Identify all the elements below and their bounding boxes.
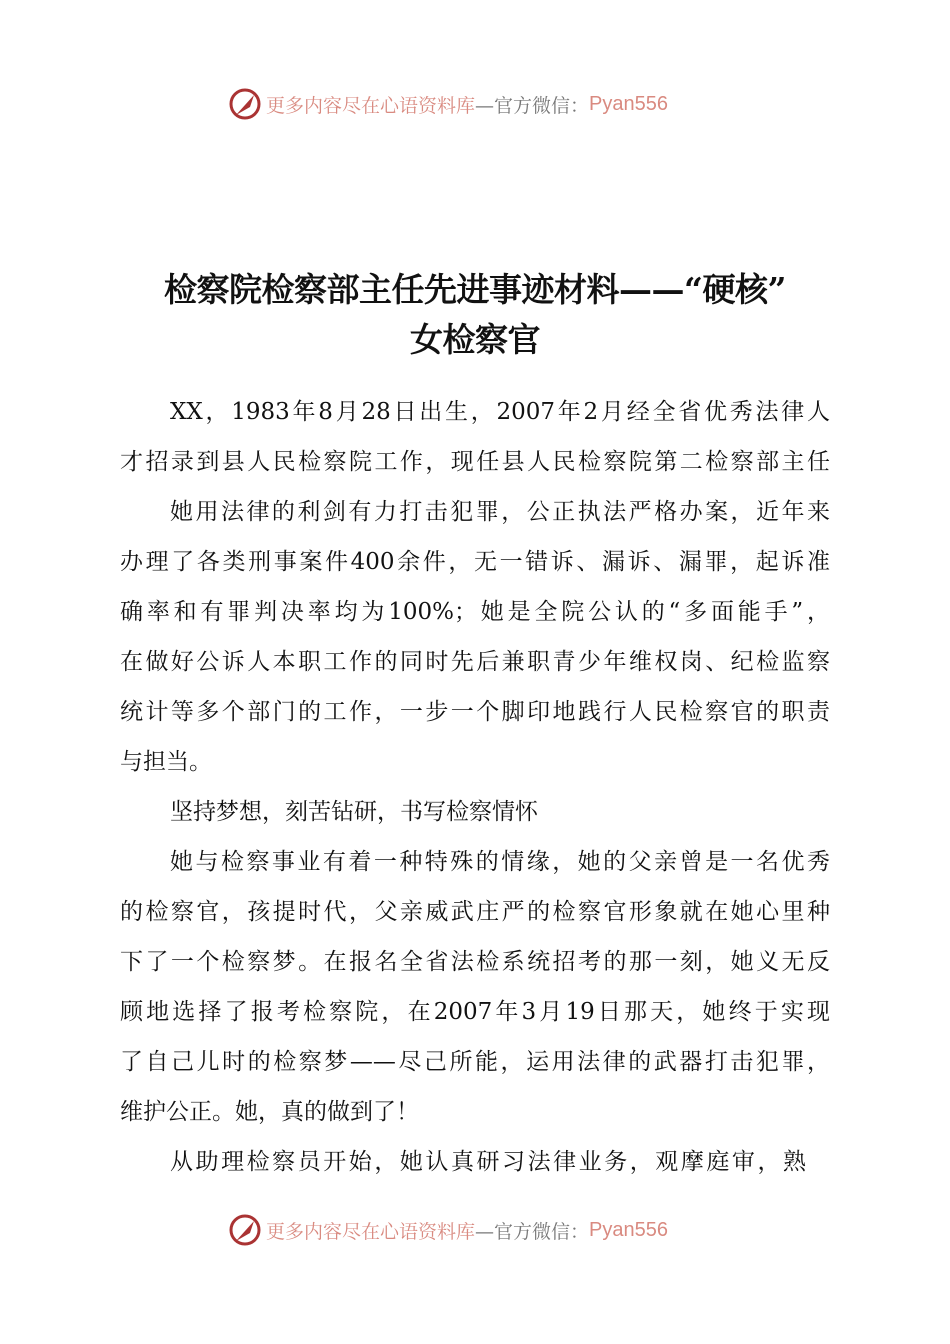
watermark-dash: —官方微信： xyxy=(475,94,590,117)
body-line: 与担当。 xyxy=(120,749,212,775)
watermark-id: Pyan556 xyxy=(589,1218,668,1241)
watermark-text: 更多内容尽在心语资料库 xyxy=(266,94,476,117)
body-line: 确率和有罪判决率均为100%；她是全院公认的“多面能手”， xyxy=(120,599,830,625)
document-title-line-1: 检察院检察部主任先进事迹材料——“硬核” xyxy=(164,270,786,309)
quill-logo-icon xyxy=(228,87,262,121)
body-line: 她与检察事业有着一种特殊的情缘，她的父亲曾是一名优秀 xyxy=(170,849,830,875)
body-line: 维护公正。她，真的做到了！ xyxy=(120,1099,419,1125)
body-line: 办理了各类刑事案件400余件，无一错诉、漏诉、漏罪，起诉准 xyxy=(120,549,830,575)
body-line: 在做好公诉人本职工作的同时先后兼职青少年维权岗、纪检监察 xyxy=(120,649,830,675)
body-line: 她用法律的利剑有力打击犯罪，公正执法严格办案，近年来 xyxy=(170,499,830,525)
watermark-dash: —官方微信： xyxy=(475,1220,590,1243)
body-line: 统计等多个部门的工作，一步一个脚印地践行人民检察官的职责 xyxy=(120,699,830,725)
header-watermark xyxy=(228,86,668,122)
body-line: 才招录到县人民检察院工作，现任县人民检察院第二检察部主任 xyxy=(120,449,830,475)
document-title-line-2: 女检察官 xyxy=(410,320,540,359)
body-line: XX，1983年8月28日出生，2007年2月经全省优秀法律人 xyxy=(170,399,830,425)
body-line: 从助理检察员开始，她认真研习法律业务，观摩庭审，熟 xyxy=(170,1149,806,1175)
body-line: 顾地选择了报考检察院，在2007年3月19日那天，她终于实现 xyxy=(120,999,830,1025)
section-heading: 坚持梦想，刻苦钻研，书写检察情怀 xyxy=(170,799,538,825)
body-line: 了自己儿时的检察梦——尽己所能，运用法律的武器打击犯罪， xyxy=(120,1049,830,1075)
watermark-text: 更多内容尽在心语资料库 xyxy=(266,1220,476,1243)
quill-logo-icon xyxy=(228,1213,262,1247)
body-line: 下了一个检察梦。在报名全省法检系统招考的那一刻，她义无反 xyxy=(120,949,830,975)
watermark-id: Pyan556 xyxy=(589,92,668,115)
footer-watermark xyxy=(228,1212,668,1248)
body-line: 的检察官，孩提时代，父亲威武庄严的检察官形象就在她心里种 xyxy=(120,899,830,925)
